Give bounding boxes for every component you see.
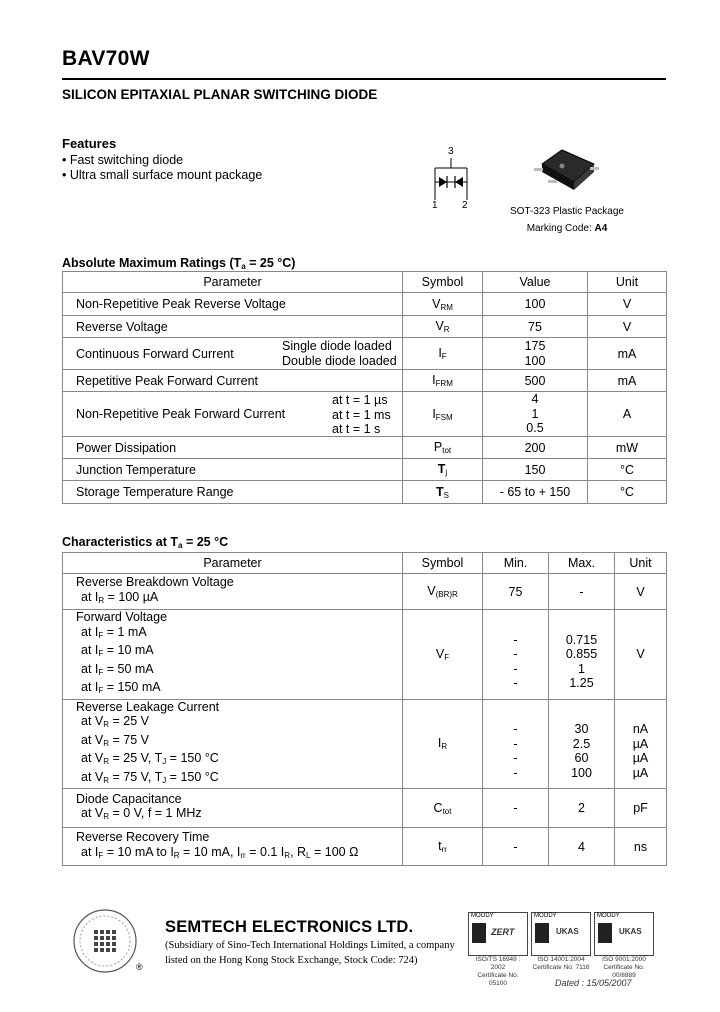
col-header: Unit	[588, 272, 667, 293]
pin-label: 3	[448, 146, 454, 157]
device-title: SILICON EPITAXIAL PLANAR SWITCHING DIODE	[62, 87, 378, 102]
col-header: Value	[483, 272, 588, 293]
company-name: SEMTECH ELECTRONICS LTD.	[165, 918, 414, 936]
pin-label: 1	[432, 200, 438, 211]
col-header: Parameter	[63, 553, 403, 574]
sot323-package-icon	[528, 140, 608, 200]
abs-max-heading: Absolute Maximum Ratings ($T_a = 25$ °C)	[62, 256, 296, 271]
table-row: Power Dissipation $P_{tot}$ 200 mW	[63, 437, 667, 459]
pin-label: 2	[462, 200, 468, 211]
cert-badge: MOODY ZERT ISO/TS 16949 : 2002 Certificate No. 05100	[468, 912, 528, 988]
feature-item: • Fast switching diode	[62, 153, 184, 167]
cert-badge: MOODY UKAS ISO 14001:2004 Certificate No. 7116	[532, 913, 590, 971]
table-row: Storage Temperature Range $T_S$ - 65 to + 150 °C	[63, 481, 667, 504]
table-row: Diode Capacitance at $V_R = 0$ V, f = 1 MHz $C_{tot}$ - 2 pF	[63, 789, 667, 828]
abs-max-table	[62, 271, 667, 504]
table-row: Junction Temperature $T_j$ 150 °C	[63, 459, 667, 481]
col-header: Symbol	[403, 553, 483, 574]
semtech-logo-icon	[72, 908, 138, 974]
col-header: Symbol	[403, 272, 483, 293]
moody-logo-icon	[535, 923, 549, 943]
marking-code	[487, 223, 647, 234]
col-header: Unit	[615, 553, 667, 574]
table-row: Non-Repetitive Peak Reverse Voltage $V_{RM}$ 100 V	[63, 293, 667, 316]
characteristics-table	[62, 552, 667, 866]
col-header: Min.	[483, 553, 549, 574]
table-row: Reverse Breakdown Voltage at $I_R = 100$ µA $V_{(BR)R}$ 75 - V	[63, 574, 667, 610]
moody-logo-icon	[598, 923, 612, 943]
col-header: Parameter	[63, 272, 403, 293]
chars-heading: Characteristics at $T_a = 25$ °C	[62, 535, 229, 550]
table-row: Non-Repetitive Peak Forward Current at t = 1 µs at t = 1 ms at t = 1 s $I_{FSM}$ 4 1 0.5 A	[63, 392, 667, 437]
table-row: Forward Voltage at $I_F = 1$ mA at $I_F = 10$ mA at $I_F = 50$ mA at $I_F = 150$ mA $V_F$ - - - - 0.715 0.855 1 1.25 V	[63, 610, 667, 700]
table-row: Reverse Leakage Current at $V_R = 25$ V at $V_R = 75$ V at $V_R = 25$ V, $T_J = 150$ °C at $V_R = 75$ V, $T_J = 150$ °C $I_R$ - - - - 30 2.5 60 100 nA µA µA µA	[63, 699, 667, 789]
table-row: Reverse Recovery Time at $I_F = 10$ mA to $I_R = 10$ mA, $I_{rr} = 0.1$ $I_R$, $R_L = 100$ Ω $t_{rr}$ - 4 ns	[63, 828, 667, 866]
marking-label: Marking Code:	[526, 223, 595, 234]
marking-value: A4	[594, 223, 608, 234]
pinout-diagram	[425, 144, 485, 214]
feature-item: • Ultra small surface mount package	[62, 168, 263, 182]
company-subtitle: (Subsidiary of Sino-Tech International Holdings Limited, a company listed on the Hong Kong Stock Exchange, Stock Code: 724)	[165, 940, 455, 966]
col-header: Max.	[549, 553, 615, 574]
moody-logo-icon	[472, 923, 486, 943]
part-number: BAV70W	[62, 47, 150, 70]
cert-badge: MOODY UKAS ISO 9001:2000 Certificate No. 00/8889	[594, 912, 654, 980]
package-caption: SOT-323 Plastic Package	[510, 206, 624, 217]
dated-stamp: Dated : 15/05/2007	[555, 978, 632, 988]
registered-mark: ®	[136, 962, 143, 972]
features-heading: Features	[62, 136, 117, 151]
company-logo	[72, 908, 138, 974]
header-rule	[62, 78, 666, 80]
package-image	[528, 140, 608, 200]
table-row: Reverse Voltage $V_R$ 75 V	[63, 316, 667, 338]
table-row: Continuous Forward Current Single diode loaded Double diode loaded $I_F$ 175 100 mA	[63, 338, 667, 370]
table-row: Repetitive Peak Forward Current $I_{FRM}$ 500 mA	[63, 370, 667, 392]
